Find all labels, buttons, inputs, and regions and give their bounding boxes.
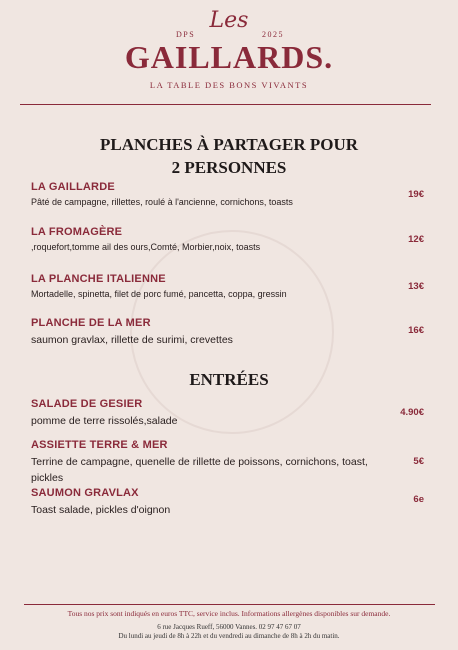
section-title-line: PLANCHES À PARTAGER POUR bbox=[99, 135, 359, 154]
item-name: ASSIETTE TERRE & MER bbox=[31, 439, 168, 451]
item-name: SAUMON GRAVLAX bbox=[31, 487, 139, 499]
item-description: saumon gravlax, rillette de surimi, crevettes bbox=[31, 334, 233, 346]
item-description: Toast salade, pickles d'oignon bbox=[31, 504, 171, 516]
footer-address: 6 rue Jacques Rueff, 56000 Vannes. 02 97 47 67 07 bbox=[157, 623, 301, 631]
item-price: 16€ bbox=[408, 325, 424, 336]
item-price: 19€ bbox=[408, 189, 424, 200]
restaurant-logo bbox=[0, 0, 458, 100]
section-title-entrees bbox=[0, 368, 458, 391]
footer-hours: Du lundi au jeudi de 8h à 22h et du vendredi au dimanche de 8h à 2h du matin. bbox=[118, 632, 340, 640]
item-price: 6e bbox=[413, 494, 424, 505]
item-description: Terrine de campagne, quenelle de rillette de poissons, cornichons, toast, pickles bbox=[31, 456, 368, 484]
logo-script-text: Les bbox=[209, 8, 249, 33]
menu-item-assiette-terre-mer bbox=[31, 439, 431, 486]
logo-left-tag: DPS bbox=[176, 30, 196, 39]
logo-tagline: LA TABLE DES BONS VIVANTS bbox=[149, 80, 309, 90]
item-description: ,roquefort,tomme ail des ours,Comté, Morbier,noix, toasts bbox=[31, 242, 261, 252]
item-description: Mortadelle, spinetta, filet de porc fumé, pancetta, coppa, gressin bbox=[31, 289, 287, 299]
item-price: 12€ bbox=[408, 234, 424, 245]
footer-price-note: Tous nos prix sont indiqués en euros TTC, service inclus. Informations allergènes disponibles sur demande. bbox=[67, 609, 391, 618]
item-price: 5€ bbox=[413, 456, 424, 467]
menu-item-la-fromagere bbox=[31, 226, 431, 253]
item-price: 4.90€ bbox=[400, 407, 424, 418]
section-title-line: ENTRÉES bbox=[189, 370, 269, 389]
section-title-line: 2 PERSONNES bbox=[171, 158, 287, 177]
section-title-planches bbox=[0, 133, 458, 179]
menu-item-planche-de-la-mer bbox=[31, 317, 431, 348]
item-description: pomme de terre rissolés,salade bbox=[31, 415, 178, 427]
item-name: SALADE DE GESIER bbox=[31, 398, 143, 410]
logo-year: 2025 bbox=[262, 30, 284, 39]
header-divider bbox=[20, 104, 431, 105]
menu-item-planche-italienne bbox=[31, 273, 431, 300]
menu-item-salade-de-gesier bbox=[31, 398, 431, 429]
item-name: PLANCHE DE LA MER bbox=[31, 317, 151, 329]
item-description: Pâté de campagne, rillettes, roulé à l'ancienne, cornichons, toasts bbox=[31, 197, 293, 207]
footer-divider bbox=[24, 604, 435, 605]
menu-item-saumon-gravlax bbox=[31, 487, 431, 518]
item-name: LA GAILLARDE bbox=[31, 181, 115, 193]
item-name: LA PLANCHE ITALIENNE bbox=[31, 273, 166, 285]
item-price: 13€ bbox=[408, 281, 424, 292]
logo-name: GAILLARDS. bbox=[124, 39, 334, 75]
item-name: LA FROMAGÈRE bbox=[31, 226, 123, 238]
menu-item-la-gaillarde bbox=[31, 181, 431, 208]
